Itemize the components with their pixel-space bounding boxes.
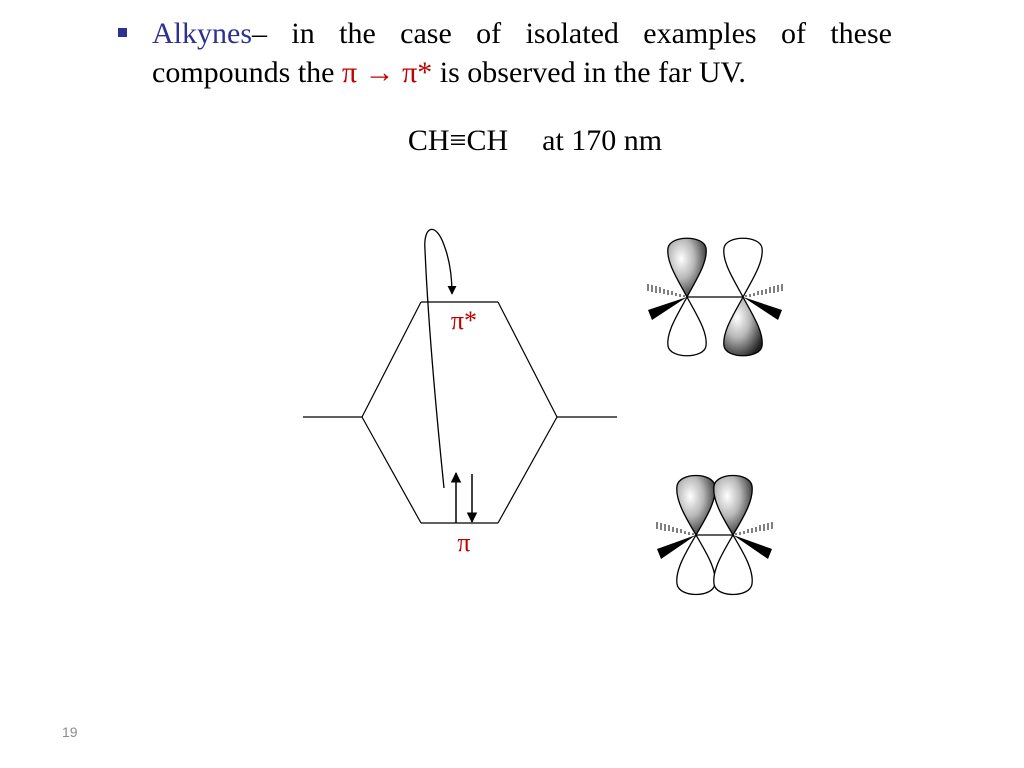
lobe-shaded <box>668 238 706 297</box>
connector <box>362 302 421 417</box>
excitation-arrow-icon <box>425 229 452 488</box>
pi-symbol: π <box>341 56 358 89</box>
bullet-tail: is observed in the far UV. <box>432 56 746 89</box>
antibonding-label: π* <box>450 306 478 335</box>
hashed-bond <box>746 284 782 297</box>
lobe-open <box>724 238 762 297</box>
connector <box>498 417 557 523</box>
transition-arrow-icon: → <box>357 56 403 89</box>
wavelength-text: at 170 nm <box>542 124 663 157</box>
pi-star-symbol: π* <box>402 56 433 89</box>
energy-levels <box>303 302 617 523</box>
molecule-formula: CH≡CH <box>407 124 509 157</box>
page-number: 19 <box>62 724 78 740</box>
bonding-label: π <box>457 528 471 557</box>
bullet-body: – in the case of isolated examples of these compounds the <box>152 17 892 89</box>
connector <box>498 302 557 417</box>
lobe-shaded <box>677 476 715 536</box>
hashed-bond <box>648 284 684 297</box>
pi-orbital-illustration <box>657 476 772 595</box>
hashed-bond <box>657 522 693 535</box>
pi-star-orbital-illustration <box>648 238 782 356</box>
term-alkynes: Alkynes <box>152 17 252 50</box>
connector <box>362 417 421 523</box>
hashed-bond <box>736 522 772 535</box>
lobe-shaded <box>714 476 752 536</box>
